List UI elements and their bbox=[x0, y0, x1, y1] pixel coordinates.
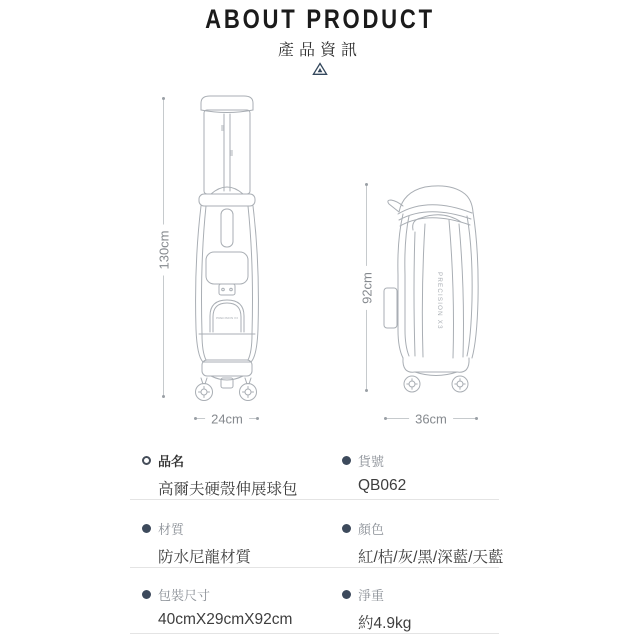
bullet-icon bbox=[142, 524, 151, 533]
spec-label: 包裝尺寸 bbox=[158, 588, 211, 603]
dimension-label-24cm: 24cm bbox=[205, 411, 249, 428]
spec-cell-color bbox=[342, 519, 504, 567]
spec-label: 材質 bbox=[158, 522, 185, 537]
spec-row-material-color bbox=[130, 512, 504, 568]
bag-brand-text-side: PRECISION X3 bbox=[436, 272, 443, 330]
spec-label: 品名 bbox=[158, 454, 185, 469]
bag-brand-text: PRECISION X3 bbox=[216, 316, 238, 320]
golf-bag-front-drawing bbox=[187, 94, 267, 414]
spec-value: 防水尼龍材質 bbox=[158, 549, 252, 566]
spec-label: 貨號 bbox=[358, 454, 385, 469]
spec-value: 紅/桔/灰/黑/深藍/天藍 bbox=[358, 549, 504, 566]
golf-bag-side-drawing bbox=[383, 180, 483, 410]
bullet-icon bbox=[342, 590, 351, 599]
spec-cell-net-weight bbox=[342, 585, 411, 633]
spec-cell-sku bbox=[342, 451, 406, 495]
spec-value: 40cmX29cmX92cm bbox=[158, 611, 293, 628]
spec-label: 顏色 bbox=[358, 522, 385, 537]
spec-cell-product-name bbox=[142, 451, 298, 499]
dimension-label-92cm: 92cm bbox=[359, 266, 376, 310]
spec-row-name-sku bbox=[130, 444, 499, 500]
bullet-icon bbox=[142, 590, 151, 599]
spec-row-size-weight bbox=[130, 578, 499, 634]
spec-label: 淨重 bbox=[358, 588, 385, 603]
bullet-icon bbox=[142, 456, 151, 465]
spec-value: 高爾夫硬殼伸展球包 bbox=[158, 481, 298, 498]
dimension-label-36cm: 36cm bbox=[409, 411, 453, 428]
spec-value: 約4.9kg bbox=[358, 615, 412, 632]
dimension-label-130cm: 130cm bbox=[156, 224, 173, 275]
bullet-icon bbox=[342, 524, 351, 533]
spec-cell-material bbox=[142, 519, 251, 567]
spec-value: QB062 bbox=[358, 477, 407, 494]
page-title: ABOUT PRODUCT bbox=[205, 4, 435, 35]
bullet-icon bbox=[342, 456, 351, 465]
triangle-icon bbox=[312, 62, 328, 76]
page-subtitle: 產品資訊 bbox=[277, 42, 362, 59]
spec-cell-package-size bbox=[142, 585, 292, 629]
